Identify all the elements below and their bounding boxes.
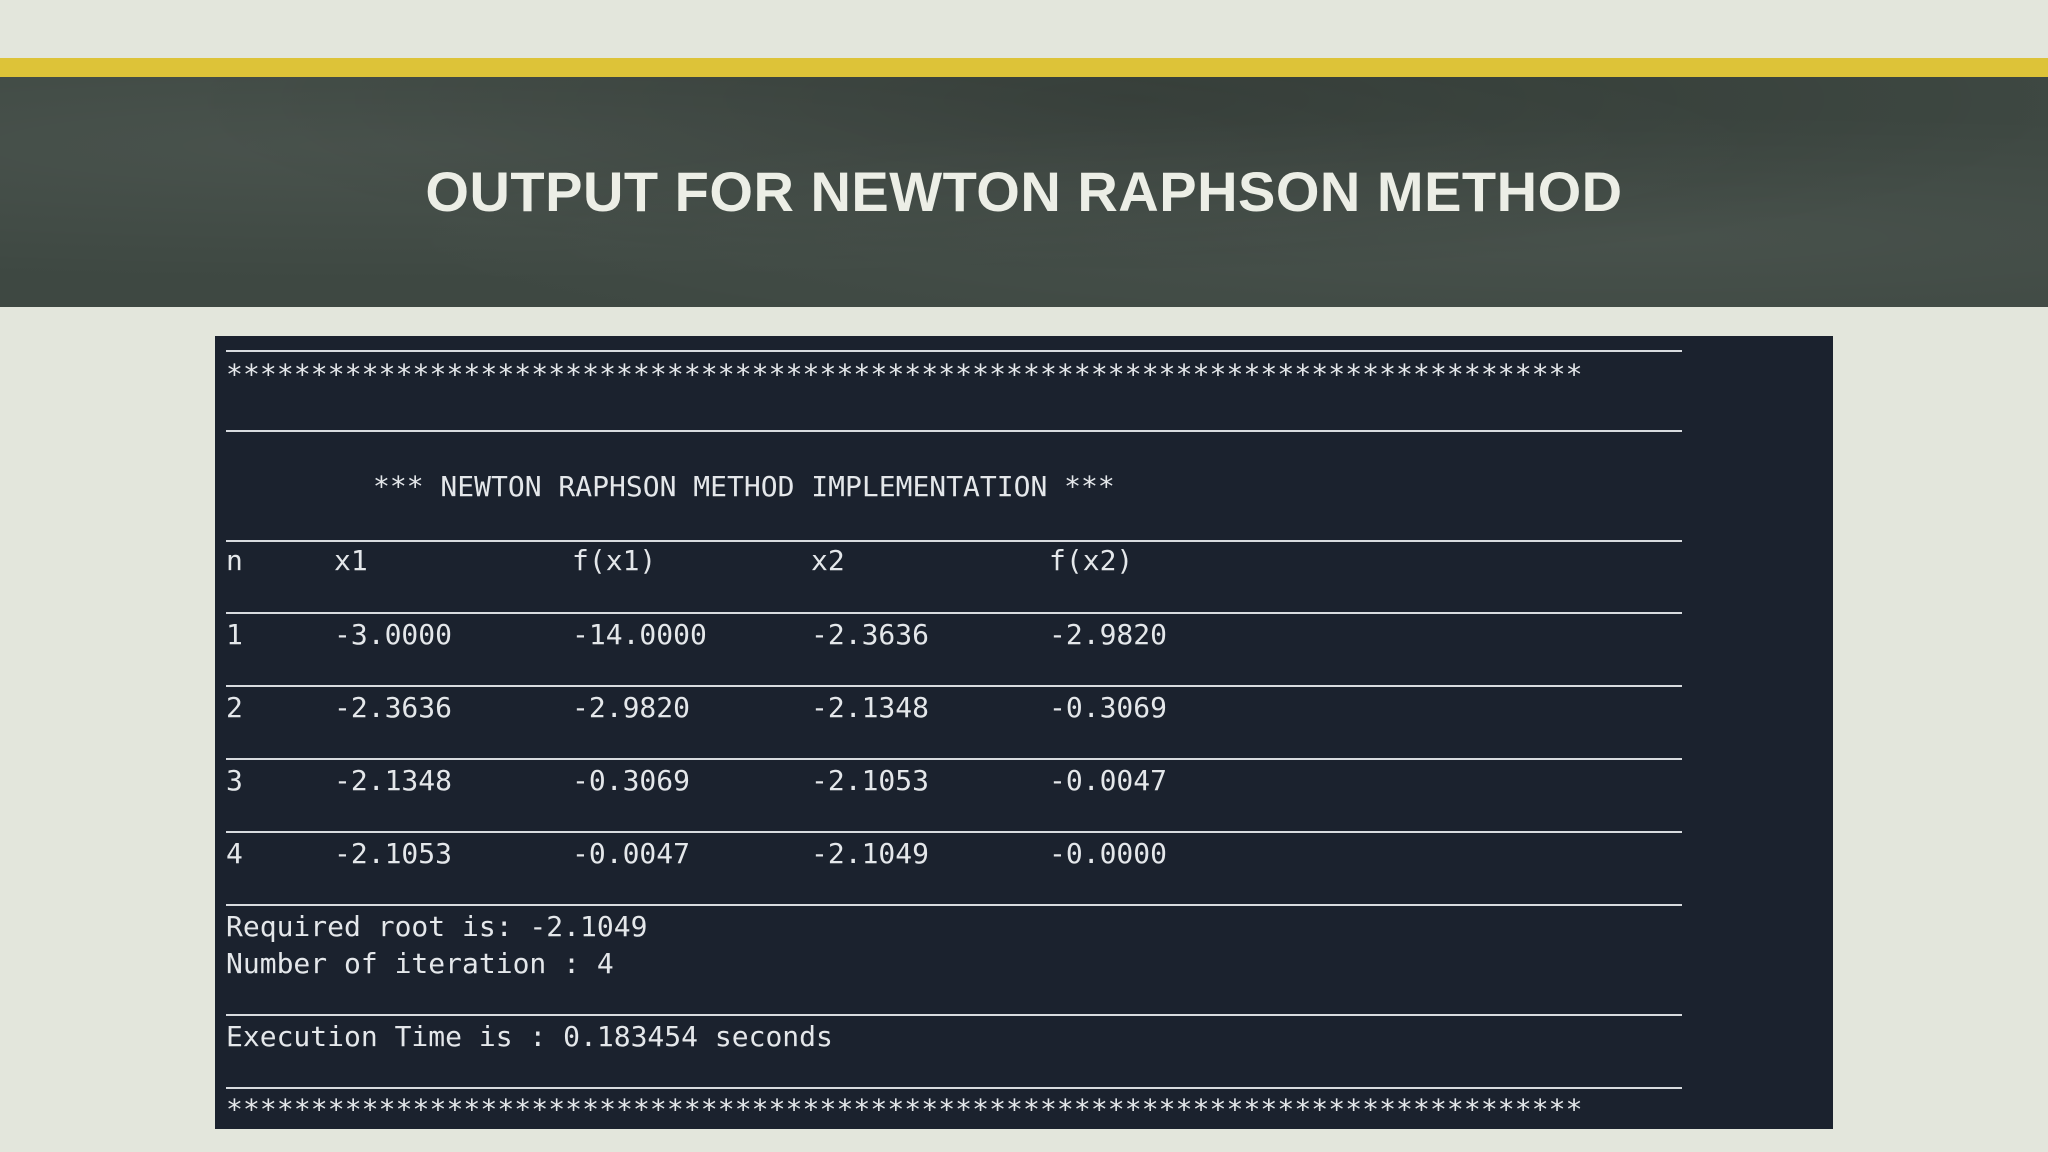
cell-fx1: -0.0047: [572, 837, 691, 870]
cell-n: 2: [226, 691, 243, 724]
separator: [226, 612, 1682, 614]
cell-x1: -2.1053: [334, 837, 453, 870]
iteration-count: Number of iteration : 4: [226, 947, 614, 980]
cell-x2: -2.1049: [811, 837, 930, 870]
separator: [226, 350, 1682, 352]
cell-x2: -2.1053: [811, 764, 930, 797]
header-fx1: f(x1): [572, 544, 657, 577]
cell-fx2: -0.0047: [1049, 764, 1168, 797]
header-fx2: f(x2): [1049, 544, 1134, 577]
cell-x2: -2.1348: [811, 691, 930, 724]
root-result: Required root is: -2.1049: [226, 910, 648, 943]
separator: [226, 831, 1682, 833]
cell-fx1: -14.0000: [572, 618, 707, 651]
cell-n: 3: [226, 764, 243, 797]
cell-x1: -3.0000: [334, 618, 453, 651]
stars-line: ********************************************************************************: [226, 1093, 1583, 1126]
separator: [226, 1087, 1682, 1089]
cell-fx2: -0.0000: [1049, 837, 1168, 870]
console-output: [215, 336, 1833, 1129]
cell-n: 1: [226, 618, 243, 651]
cell-fx2: -2.9820: [1049, 618, 1168, 651]
cell-fx1: -0.3069: [572, 764, 691, 797]
separator: [226, 904, 1682, 906]
title-band: [0, 77, 2048, 307]
cell-fx2: -0.3069: [1049, 691, 1168, 724]
program-heading: *** NEWTON RAPHSON METHOD IMPLEMENTATION ***: [373, 470, 1115, 503]
accent-bar: [0, 58, 2048, 77]
cell-fx1: -2.9820: [572, 691, 691, 724]
stars-line: ********************************************************************************: [226, 358, 1583, 391]
execution-time: Execution Time is : 0.183454 seconds: [226, 1020, 833, 1053]
cell-x2: -2.3636: [811, 618, 930, 651]
header-x2: x2: [811, 544, 845, 577]
separator: [226, 685, 1682, 687]
separator: [226, 540, 1682, 542]
cell-n: 4: [226, 837, 243, 870]
header-n: n: [226, 544, 243, 577]
separator: [226, 1014, 1682, 1016]
separator: [226, 430, 1682, 432]
separator: [226, 758, 1682, 760]
slide-title: OUTPUT FOR NEWTON RAPHSON METHOD: [425, 159, 1623, 223]
cell-x1: -2.3636: [334, 691, 453, 724]
cell-x1: -2.1348: [334, 764, 453, 797]
header-x1: x1: [334, 544, 368, 577]
